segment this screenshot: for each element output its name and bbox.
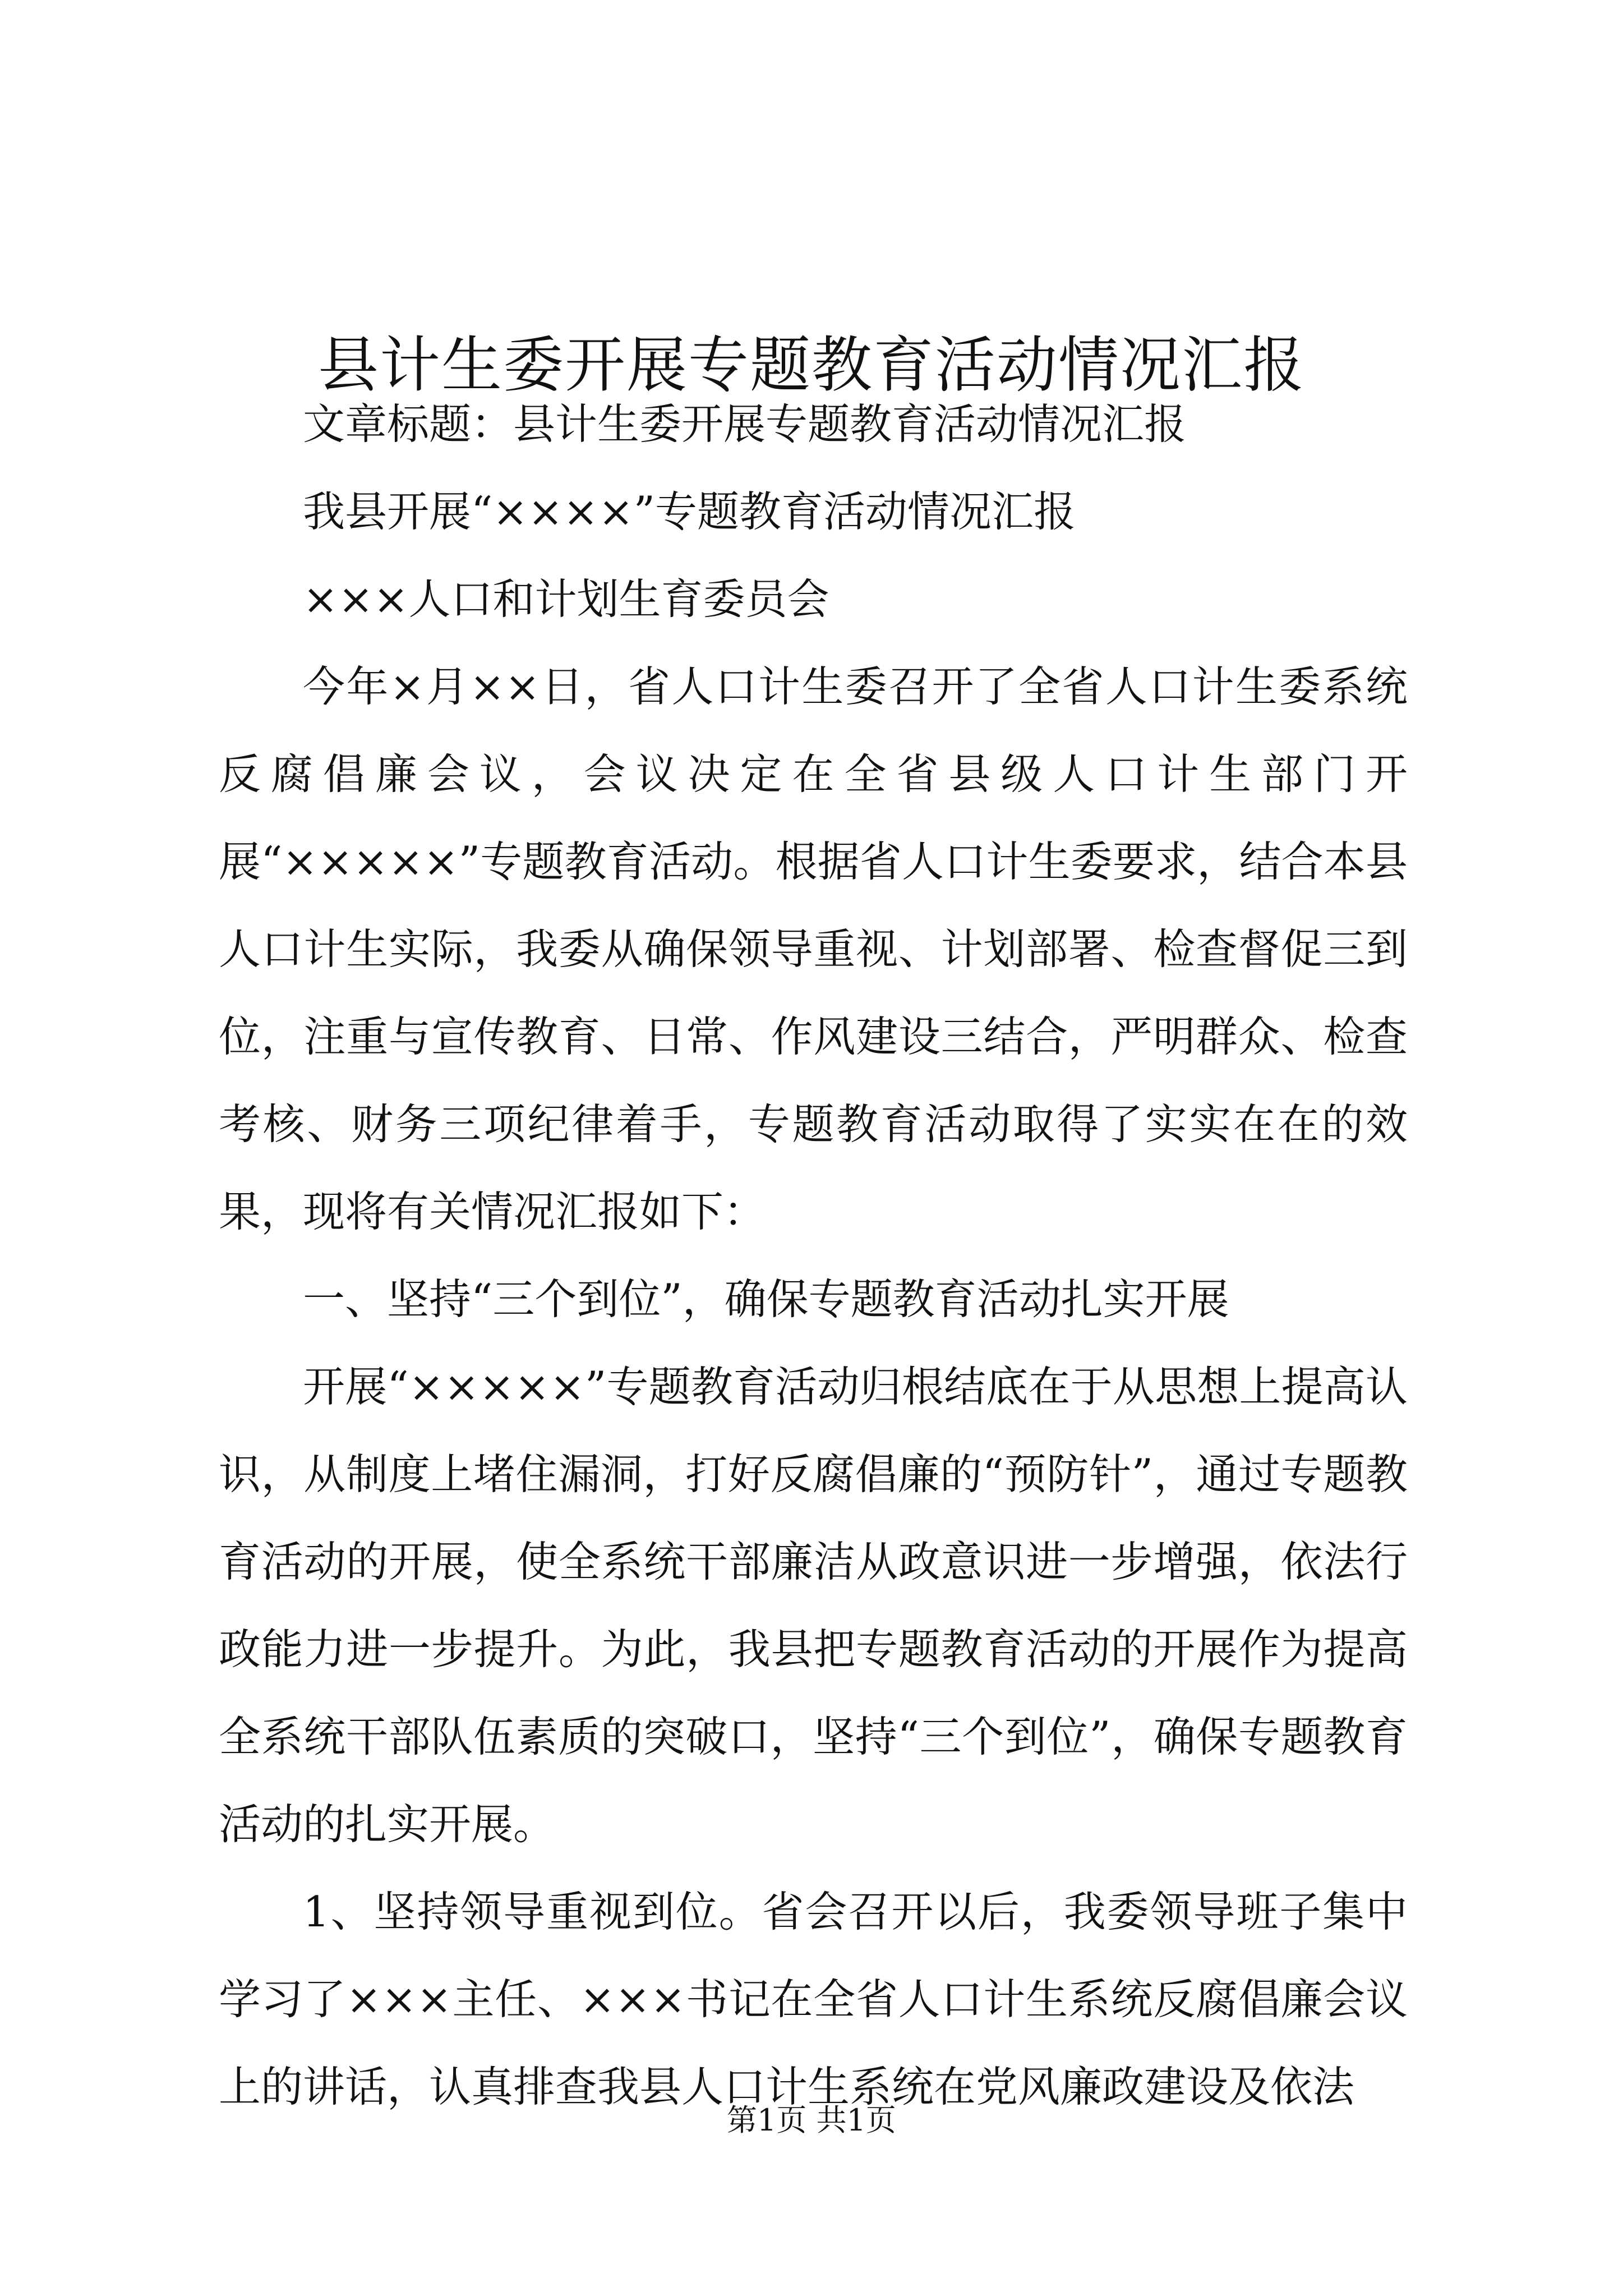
paragraph-section-heading-1: 一、坚持“三个到位”，确保专题教育活动扎实开展 [303, 1274, 1229, 1324]
paragraph-item-1: 1、坚持领导重视到位。省会召开以后，我委领导班子集中学习了×××主任、×××书记在全省人口计生系统反腐倡廉会议上的讲话，认真排查我县人口计生系统在党风廉政建设及依法 [219, 1887, 1408, 2111]
document-title: 县计生委开展专题教育活动情况汇报 [317, 330, 1305, 401]
paragraph-issuer: ×××人口和计划生育委员会 [303, 574, 829, 624]
paragraph-report-heading: 我县开展“××××”专题教育活动情况汇报 [303, 487, 1076, 536]
document-body [219, 380, 1408, 2131]
paragraph-section-body-1: 开展“×××××”专题教育活动归根结底在于从思想上提高认识，从制度上堵住漏洞，打好反腐倡廉的“预防针”，通过专题教育活动的开展，使全系统干部廉洁从政意识进一步增强，依法行政能力进一步提升。为此，我县把专题教育活动的开展作为提高全系统干部队伍素质的突破口，坚持“三个到位”，确保专题教育活动的扎实开展。 [219, 1362, 1408, 1849]
page-footer: 第1页 共1页 [727, 2102, 896, 2138]
paragraph-article-title: 文章标题：县计生委开展专题教育活动情况汇报 [303, 399, 1187, 449]
paragraph-intro: 今年×月××日，省人口计生委召开了全省人口计生委系统反腐倡廉会议，会议决定在全省县级人口计生部门开展“×××××”专题教育活动。根据省人口计生委要求，结合本县人口计生实际，我委从确保领导重视、计划部署、检查督促三到位，注重与宣传教育、日常、作风建设三结合，严明群众、检查考核、财务三项纪律着手，专题教育活动取得了实实在在的效果，现将有关情况汇报如下： [219, 662, 1408, 1236]
